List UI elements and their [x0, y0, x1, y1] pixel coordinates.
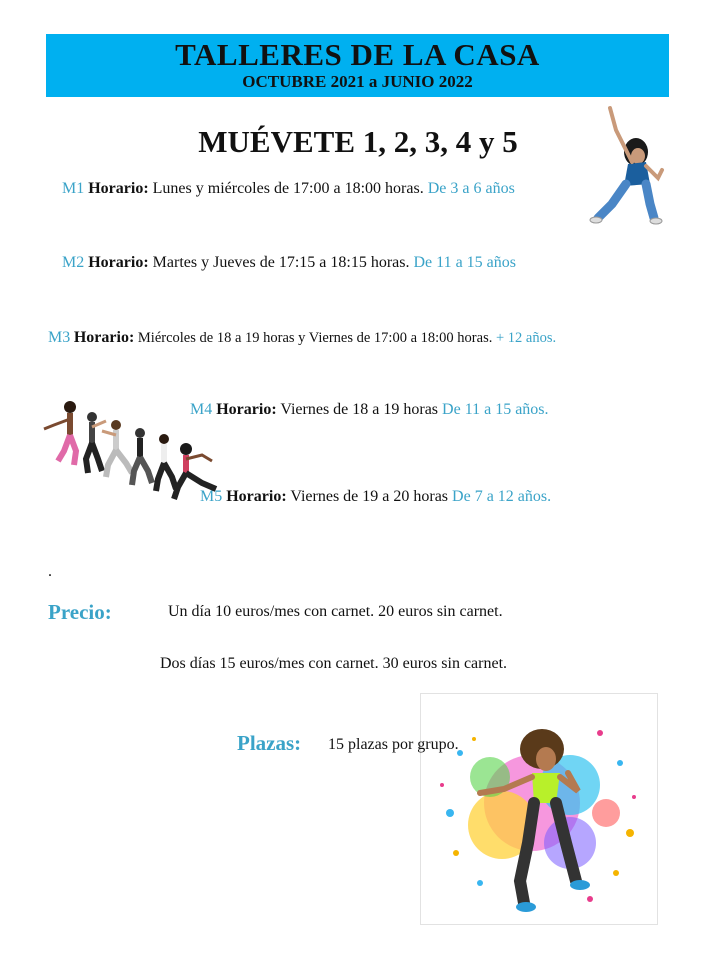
schedule-label: Horario:: [216, 401, 277, 418]
schedule-label: Horario:: [73, 329, 135, 346]
schedule-text: Lunes y miércoles de 17:00 a 18:00 horas.: [152, 180, 424, 197]
schedule-label: Horario:: [226, 488, 287, 505]
schedule-m4: [190, 401, 549, 419]
header-subtitle: OCTUBRE 2021 a JUNIO 2022: [242, 72, 473, 91]
schedule-code: M2: [62, 254, 85, 271]
schedule-ages: De 3 a 6 años: [427, 180, 515, 197]
schedule-ages: De 7 a 12 años.: [452, 488, 552, 505]
schedule-ages: + 12 años.: [495, 330, 557, 346]
schedule-m1: [62, 180, 515, 198]
schedule-code: M1: [62, 180, 85, 197]
separator-dot: .: [48, 563, 52, 580]
schedule-text: Viernes de 19 a 20 horas: [290, 488, 449, 505]
main-title: MUÉVETE 1, 2, 3, 4 y 5: [198, 124, 518, 159]
schedule-label: Horario:: [88, 254, 149, 271]
schedule-code: M3: [48, 329, 71, 346]
schedule-m3: [48, 329, 556, 347]
schedule-m5: [200, 488, 551, 506]
schedule-text: Martes y Jueves de 17:15 a 18:15 horas.: [152, 254, 410, 271]
schedule-text: Miércoles de 18 a 19 horas y Viernes de 17:00 a 18:00 horas.: [137, 330, 493, 346]
header-banner: [46, 34, 669, 97]
schedule-m2: [62, 254, 516, 272]
schedule-code: M5: [200, 488, 223, 505]
places-text: 15 plazas por grupo.: [328, 736, 459, 753]
dancers-group-illustration: [36, 395, 222, 507]
schedule-ages: De 11 a 15 años.: [442, 401, 549, 418]
price-line-1: Un día 10 euros/mes con carnet. 20 euros sin carnet.: [168, 603, 503, 620]
places-label: Plazas:: [237, 731, 302, 755]
schedule-code: M4: [190, 401, 213, 418]
schedule-text: Viernes de 18 a 19 horas: [280, 401, 439, 418]
schedule-label: Horario:: [88, 180, 149, 197]
header-title: TALLERES DE LA CASA: [175, 37, 540, 72]
dancer-illustration-top: [588, 100, 668, 228]
schedule-ages: De 11 a 15 años: [413, 254, 516, 271]
colorful-dancer-illustration: [420, 693, 658, 925]
price-label: Precio:: [48, 600, 112, 624]
price-line-2: Dos días 15 euros/mes con carnet. 30 euros sin carnet.: [160, 655, 508, 672]
